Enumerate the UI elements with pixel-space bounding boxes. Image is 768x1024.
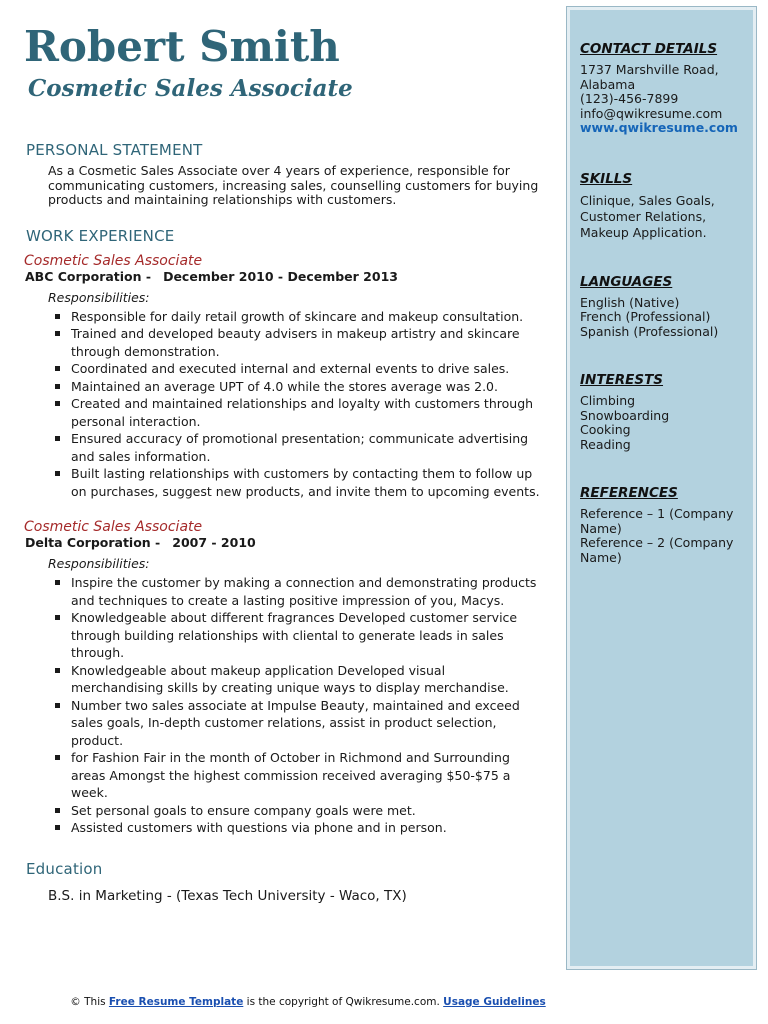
responsibilities-list [24,574,541,837]
job-entry [24,254,554,501]
skills-block [580,170,753,241]
list-item: Spanish (Professional) [580,323,719,339]
candidate-title: Cosmetic Sales Associate [28,75,353,102]
list-item: Responsible for daily retail growth of skincare and makeup consultation. [71,308,541,326]
skills-line: Makeup Application. [580,224,707,240]
list-item: Assisted customers with questions via phone and in person. [71,819,541,837]
skills-line: Customer Relations, [580,208,707,224]
address-line: 1737 Marshville Road, [580,62,719,77]
list-item: for Fashion Fair in the month of October in Richmond and Surrounding areas Amongst the highest commission received averaging $50-$75 a week. [71,749,541,802]
references-heading: REFERENCES [580,485,678,501]
list-item: Cooking [580,422,631,437]
list-item: Reference – 1 (Company Name) [580,506,734,536]
candidate-name: Robert Smith [24,22,340,71]
list-item: Built lasting relationships with customers by contacting them to follow up on purchases, suggest new products, and invite them to upcoming events. [71,466,540,499]
job-dates: 2007 - 2010 [172,535,256,550]
address-line: Alabama [580,76,636,92]
personal-statement-heading: PERSONAL STATEMENT [26,141,203,159]
work-experience-heading: WORK EXPERIENCE [26,226,175,245]
job-role: Cosmetic Sales Associate [24,519,203,535]
resume-main-column [24,22,554,905]
personal-statement-text: As a Cosmetic Sales Associate over 4 years of experience, responsible for communicating customers, increasing sales, counselling customers for buying products and maintaining relationships with customers. [48,163,539,207]
skills-heading: SKILLS [580,170,633,187]
interests-list [580,394,753,452]
copyright-footer [0,995,616,1009]
list-item: French (Professional) [580,309,711,324]
references-block [580,484,753,565]
interests-heading: INTERESTS [580,372,664,388]
skills-line: Clinique, Sales Goals, [580,192,715,208]
footer-prefix: © This [70,996,106,1008]
education-heading: Education [26,859,103,878]
references-list [580,507,753,565]
list-item: Knowledgeable about makeup application Developed visual merchandising skills by creating unique ways to display merchandise. [71,662,541,697]
responsibilities-label: Responsibilities: [48,289,150,305]
free-resume-template-link[interactable]: Free Resume Template [108,996,244,1008]
list-item: English (Native) [580,294,680,310]
contact-details-block [580,40,753,136]
contact-details-text [580,63,753,136]
languages-heading: LANGUAGES [580,273,673,290]
resume-sidebar [567,7,756,969]
list-item: Reading [580,436,631,452]
job-company-line [25,535,554,551]
phone-number: (123)-456-7899 [580,91,679,106]
languages-block [580,273,753,340]
education-entry: B.S. in Marketing - (Texas Tech University - Waco, TX) [48,887,407,904]
website-link[interactable]: www.qwikresume.com [580,120,738,135]
contact-details-heading: CONTACT DETAILS [580,41,718,57]
list-item: Maintained an average UPT of 4.0 while the stores average was 2.0. [71,378,541,396]
list-item: Inspire the customer by making a connection and demonstrating products and techniques to create a lasting positive impression of you, Macys. [71,574,541,609]
list-item: Reference – 2 (Company Name) [580,535,734,565]
list-item: Climbing [580,393,636,408]
list-item: Trained and developed beauty advisers in makeup artistry and skincare through demonstration. [71,325,541,360]
usage-guidelines-link[interactable]: Usage Guidelines [443,996,546,1008]
list-item: Snowboarding [580,407,670,423]
list-item: Coordinated and executed internal and external events to drive sales. [71,360,541,378]
job-role: Cosmetic Sales Associate [24,252,203,269]
email-address[interactable]: info@qwikresume.com [580,105,723,121]
job-company-line [25,269,554,285]
list-item: Set personal goals to ensure company goals were met. [71,802,541,820]
responsibilities-list [24,308,541,501]
responsibilities-label: Responsibilities: [48,556,150,571]
skills-text [580,193,753,241]
job-dates: December 2010 - December 2013 [163,268,398,284]
list-item: Knowledgeable about different fragrances Developed customer service through building relationships with cliental to generate leads in sales through. [71,609,541,662]
job-company: ABC Corporation - [25,268,152,284]
job-company: Delta Corporation - [25,535,161,550]
job-entry [24,520,554,837]
list-item: Number two sales associate at Impulse Beauty, maintained and exceed sales goals, In-depth customer relations, assist in product selection, product. [71,697,541,750]
interests-block [580,371,753,452]
list-item: Ensured accuracy of promotional presentation; communicate advertising and sales information. [71,430,541,465]
list-item: Created and maintained relationships and loyalty with customers through personal interaction. [71,395,541,430]
languages-list [580,296,753,340]
footer-copyright-text: is the copyright of Qwikresume.com. [246,996,440,1008]
